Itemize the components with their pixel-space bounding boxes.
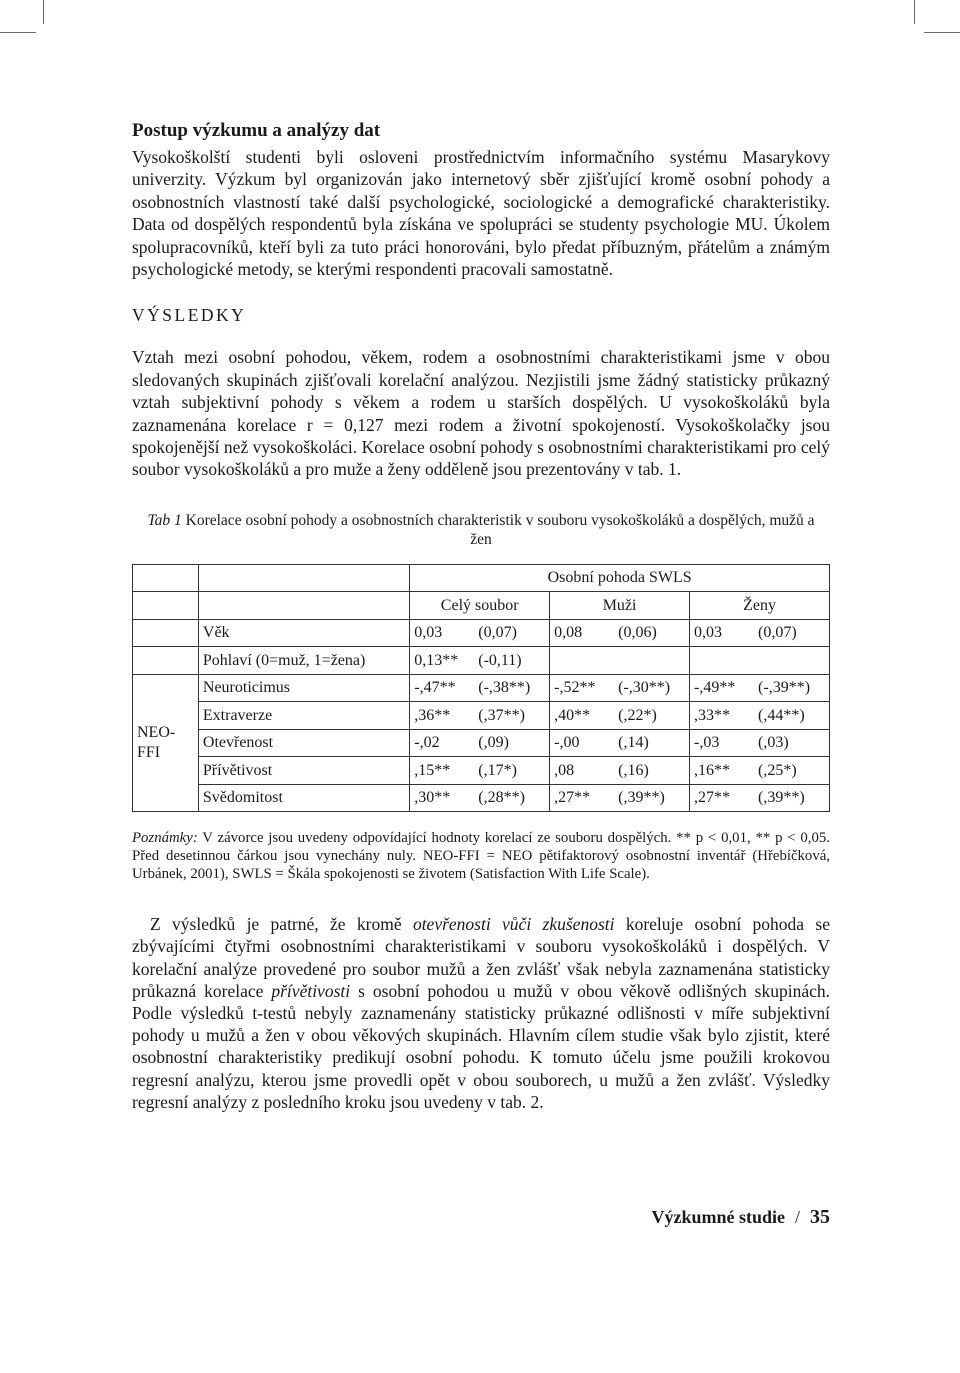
page-footer xyxy=(560,1206,830,1229)
value-cell xyxy=(550,674,690,702)
subheader-men: Muži xyxy=(550,592,690,620)
adult-correlation-value: (,14) xyxy=(618,734,649,752)
row-label: Svědomitost xyxy=(198,784,409,812)
adult-correlation-value: (,44**) xyxy=(758,706,805,724)
adult-correlation-value: (,37**) xyxy=(478,706,525,724)
table-notes xyxy=(132,830,830,883)
correlation-value: 0,03 xyxy=(694,624,723,642)
crop-mark xyxy=(924,32,960,33)
page-number: 35 xyxy=(810,1206,830,1228)
conclusion-text: Z výsledků je patrné, že kromě xyxy=(150,914,413,935)
crop-mark xyxy=(914,0,915,24)
value-cell xyxy=(690,784,830,812)
adult-correlation-value: (,22*) xyxy=(618,706,657,724)
adult-correlation-value: (-0,11) xyxy=(478,651,522,669)
value-cell xyxy=(690,702,830,730)
correlation-table xyxy=(132,564,830,813)
adult-correlation-value: (,17*) xyxy=(478,761,517,779)
row-label: Věk xyxy=(198,619,409,647)
adult-correlation-value: (-,39**) xyxy=(758,679,811,697)
row-label: Pohlaví (0=muž, 1=žena) xyxy=(198,647,409,675)
table-caption xyxy=(132,511,830,549)
correlation-value: ,27** xyxy=(554,789,591,807)
value-cell xyxy=(690,619,830,647)
conclusion-text: koreluje osobní pohoda se zbývajícími čtyřmi osobnostními charakteristikami v souboru vysokoškoláků i dospělých. V korelační analýze provedené pro soubor mužů a žen zvlášť však nebyla zaznamenána statisticky průkazná korelace xyxy=(132,914,830,1001)
adult-correlation-value: (,03) xyxy=(758,734,789,752)
correlation-value: ,08 xyxy=(554,761,575,779)
value-cell xyxy=(550,784,690,812)
adult-correlation-value: (,09) xyxy=(478,734,509,752)
adult-correlation-value: (-,30**) xyxy=(618,679,671,697)
row-label: Přívětivost xyxy=(198,757,409,785)
value-cell xyxy=(550,757,690,785)
crop-mark xyxy=(0,32,36,33)
value-cell xyxy=(690,729,830,757)
value-cell xyxy=(410,674,550,702)
blank-cell xyxy=(133,619,199,647)
value-cell xyxy=(550,647,690,675)
results-paragraph: Vztah mezi osobní pohodou, věkem, rodem a osobnostními charakteristikami jsme v obou sledovaných skupinách zjišťovali korelační analýzou. Nezjistili jsme žádný statisticky průkazný vztah subjektivní pohody s věkem a rodem u starších dospělých. U vysokoškoláků byla zaznamenána korelace r = 0,127 mezi rodem a životní spokojeností. Vysokoškolačky jsou spokojenější než vysokoškoláci. Korelace osobní pohody s osobnostními charakteristikami pro celý soubor vysokoškoláků a pro muže a ženy odděleně jsou prezentovány v tab. 1. xyxy=(132,347,830,480)
correlation-value: 0,08 xyxy=(554,624,583,642)
value-cell xyxy=(410,647,550,675)
row-label: Neuroticimus xyxy=(198,674,409,702)
correlation-value: -,02 xyxy=(414,734,440,752)
value-cell xyxy=(410,784,550,812)
conclusion-emphasis: otevřenosti vůči zkušenosti xyxy=(412,914,615,935)
correlation-value: ,16** xyxy=(694,761,731,779)
value-cell xyxy=(410,729,550,757)
conclusion-emphasis: přívětivosti xyxy=(271,980,351,1001)
table-row xyxy=(133,702,830,730)
table-caption-label: Tab 1 xyxy=(147,511,182,529)
row-label: Extraverze xyxy=(198,702,409,730)
subheader-women: Ženy xyxy=(690,592,830,620)
notes-label: Poznámky: xyxy=(132,830,198,847)
value-cell xyxy=(690,674,830,702)
correlation-value: ,27** xyxy=(694,789,731,807)
value-cell xyxy=(690,647,830,675)
correlation-value: -,47** xyxy=(414,679,456,697)
adult-correlation-value: (,16) xyxy=(618,761,649,779)
value-cell xyxy=(550,729,690,757)
value-cell xyxy=(410,702,550,730)
value-cell xyxy=(690,757,830,785)
adult-correlation-value: (,25*) xyxy=(758,761,797,779)
correlation-value: ,33** xyxy=(694,706,731,724)
table-row xyxy=(133,784,830,812)
adult-correlation-value: (,39**) xyxy=(618,789,665,807)
value-cell xyxy=(410,619,550,647)
table-caption-text: Korelace osobní pohody a osobnostních charakteristik v souboru vysokoškoláků a dospělých, mužů a žen xyxy=(185,511,815,548)
adult-correlation-value: (,28**) xyxy=(478,789,525,807)
table-row xyxy=(133,729,830,757)
correlation-value: ,15** xyxy=(414,761,451,779)
adult-correlation-value: (0,07) xyxy=(478,624,517,642)
correlation-value: -,49** xyxy=(694,679,736,697)
correlation-value: 0,03 xyxy=(414,624,443,642)
blank-cell xyxy=(133,647,199,675)
results-heading: VÝSLEDKY xyxy=(132,305,247,326)
table-subheader-row xyxy=(133,592,830,620)
adult-correlation-value: (-,38**) xyxy=(478,679,531,697)
neo-ffi-group-label: NEO-FFI xyxy=(133,674,199,812)
correlation-value: -,52** xyxy=(554,679,596,697)
crop-mark xyxy=(43,0,44,24)
footer-separator: / xyxy=(794,1207,800,1227)
footer-section-title: Výzkumné studie xyxy=(651,1207,785,1227)
correlation-value: 0,13** xyxy=(414,651,459,669)
adult-correlation-value: (0,06) xyxy=(618,624,657,642)
conclusion-text: s osobní pohodou u mužů v obou věkově odlišných skupinách. Podle výsledků t-testů nebyly zaznamenány statisticky průkazné odlišnosti v míře subjektivní pohody u mužů a žen v obou věkových skupinách. Hlavním cílem studie však bylo zjistit, které osobnostní charakteristiky predikují osobní pohodu. K tomuto účelu jsme použili krokovou regresní analýzu, kterou jsme provedli opět v obou souborech, u mužů a žen zvlášť. Výsledky regresní analýzy z posledního kroku jsou uvedeny v tab. 2. xyxy=(132,980,831,1112)
table-row xyxy=(133,619,830,647)
correlation-value: -,00 xyxy=(554,734,580,752)
adult-correlation-value: (,39**) xyxy=(758,789,805,807)
table-header-row xyxy=(133,564,830,592)
table-row xyxy=(133,647,830,675)
methods-paragraph: Vysokoškolští studenti byli osloveni prostřednictvím informačního systému Masarykovy univerzity. Výzkum byl organizován jako internetový sběr zjišťující kromě osobní pohody a osobnostních vlastností také další psychologické, sociologické a demografické charakteristiky. Data od dospělých respondentů byla získána ve spolupráci se studenty psychologie MU. Úkolem spolupracovníků, kteří byli za tuto práci honorováni, bylo předat příbuzným, přátelům a známým psychologické metody, se kterými respondenti pracovali samostatně. xyxy=(132,147,830,280)
correlation-value: ,30** xyxy=(414,789,451,807)
table-main-header: Osobní pohoda SWLS xyxy=(410,564,830,592)
notes-text: V závorce jsou uvedeny odpovídající hodnoty korelací ze souboru dospělých. ** p < 0,01, ** p < 0,05. Před desetinnou čárkou jsou vynechány nuly. NEO-FFI = NEO pětifaktorový osobnostní inventář (Hřebíčková, Urbánek, 2001), SWLS = Škála spokojenosti se životem (Satisfaction With Life Scale). xyxy=(132,830,830,882)
value-cell xyxy=(550,619,690,647)
adult-correlation-value: (0,07) xyxy=(758,624,797,642)
table-row xyxy=(133,674,830,702)
value-cell xyxy=(550,702,690,730)
page-content xyxy=(132,118,830,1113)
conclusion-paragraph xyxy=(132,913,830,1113)
row-label: Otevřenost xyxy=(198,729,409,757)
section-heading: Postup výzkumu a analýzy dat xyxy=(132,120,381,141)
table-row xyxy=(133,757,830,785)
correlation-value: ,36** xyxy=(414,706,451,724)
correlation-value: ,40** xyxy=(554,706,591,724)
correlation-value: -,03 xyxy=(694,734,720,752)
value-cell xyxy=(410,757,550,785)
subheader-all: Celý soubor xyxy=(410,592,550,620)
